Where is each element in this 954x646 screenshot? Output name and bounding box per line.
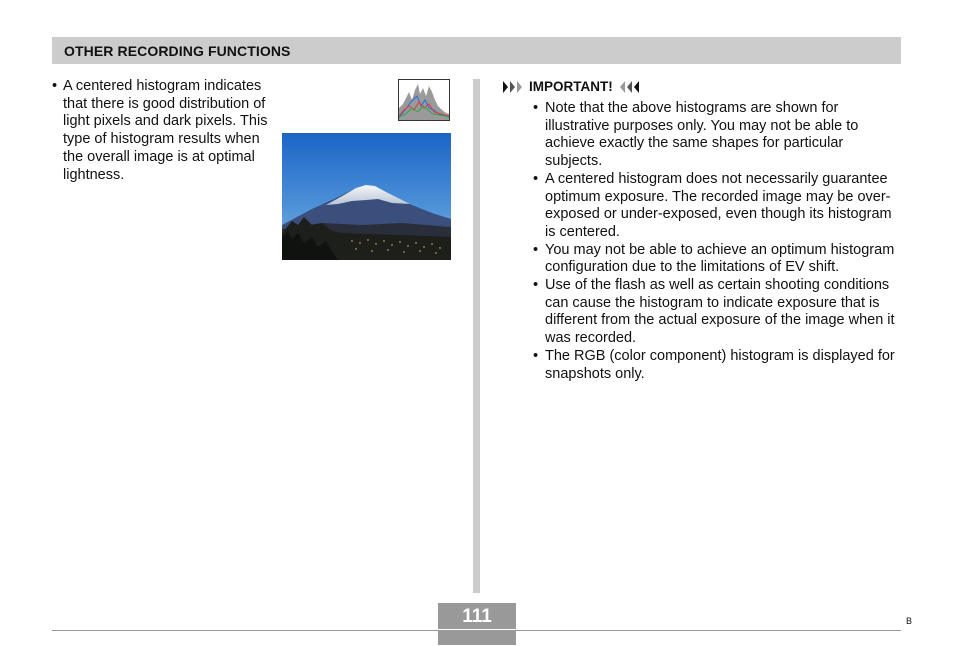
- list-item: • A centered histogram does not necessarily guarantee optimum exposure. The recorded image may be over-exposed or under-exposed, even though its histogram is centered.: [533, 171, 901, 242]
- page-number: 111: [438, 603, 516, 629]
- section-header-bar: [52, 37, 901, 64]
- list-item: • The RGB (color component) histogram is displayed for snapshots only.: [533, 348, 901, 383]
- histogram-graphic: [399, 80, 449, 120]
- list-item: • Note that the above histograms are shown for illustrative purposes only. You may not be able to achieve exactly the same shapes for particular subjects.: [533, 100, 901, 171]
- important-item-text: Note that the above histograms are shown for illustrative purposes only. You may not be able to achieve exactly the same shapes for particular subjects.: [545, 100, 859, 170]
- important-item-text: The RGB (color component) histogram is displayed for snapshots only.: [545, 347, 895, 382]
- list-item: [52, 78, 272, 184]
- bullet-dot: •: [52, 78, 58, 94]
- bullet-text: A centered histogram indicates that there is good distribution of light pixels and dark pixels. This type of histogram results when the overall image is at optimal lightness.: [63, 78, 268, 183]
- important-item-text: A centered histogram does not necessarily guarantee optimum exposure. The recorded image may be over-exposed or under-exposed, even though its histogram is centered.: [545, 170, 892, 240]
- right-column: [503, 78, 901, 383]
- histogram-icon: [398, 79, 450, 121]
- page-number-tab: [438, 631, 516, 645]
- list-item: • Use of the flash as well as certain shooting conditions can cause the histogram to indicate exposure that is different from the actual exposure of the image when it was recorded.: [533, 277, 901, 348]
- important-label: IMPORTANT!: [529, 79, 613, 95]
- important-item-text: Use of the flash as well as certain shooting conditions can cause the histogram to indicate exposure that is different from the actual exposure of the image when it was recorded.: [545, 277, 895, 347]
- column-divider: [473, 79, 480, 593]
- section-title: OTHER RECORDING FUNCTIONS: [64, 43, 291, 59]
- photo-graphic: [282, 133, 451, 260]
- left-column: [52, 78, 272, 184]
- mountain-landscape-photo: [282, 133, 451, 260]
- list-item: • You may not be able to achieve an optimum histogram configuration due to the limitations of EV shift.: [533, 242, 901, 277]
- important-heading: [503, 78, 901, 96]
- important-right-icon: [619, 81, 639, 93]
- important-left-icon: [503, 81, 523, 93]
- important-item-text: You may not be able to achieve an optimum histogram configuration due to the limitations of EV shift.: [545, 241, 895, 276]
- corner-mark: B: [906, 616, 913, 626]
- page-number-box: [438, 603, 516, 645]
- important-list: [503, 100, 901, 383]
